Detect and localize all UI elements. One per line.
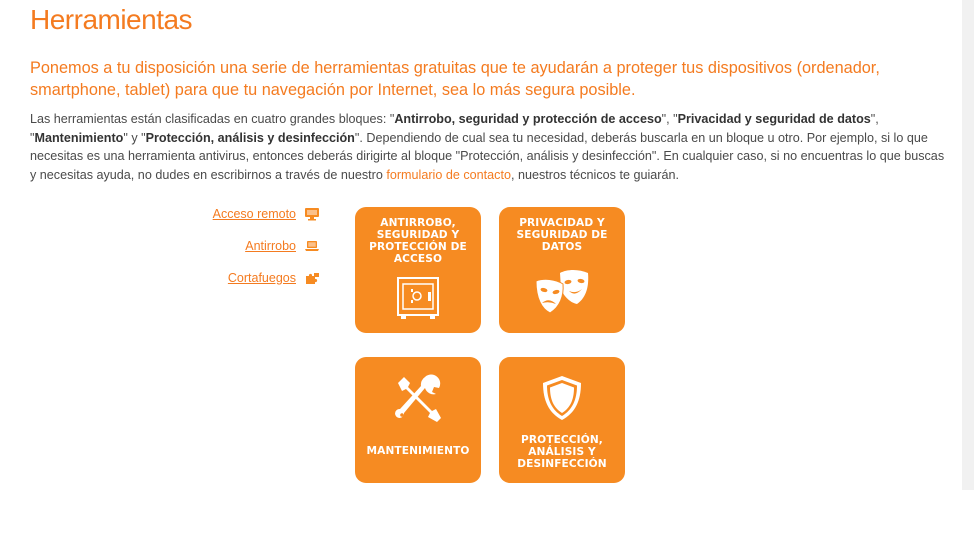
body-text-2: ", " (661, 112, 678, 126)
side-link-label: Cortafuegos (227, 271, 296, 285)
body-text-4: " y " (123, 130, 146, 145)
body-text-5: ". Dependiendo de cual sea tu necesidad, deberás buscarla en un bloque u otro. Por ejemplo, si lo que necesitas es una herramienta antivirus, entonces deberás dirigirte al bloque "Protección, análisis y desinfección". En cualquier caso, si no encuentras lo que buscas y necesitas ayuda, no dudes en escribirnos a través de nuestro (30, 130, 945, 182)
tile-privacidad[interactable] (499, 207, 625, 333)
tile-mantenimiento[interactable] (355, 357, 481, 483)
block-name-antirrobo: Antirrobo, seguridad y protección de acceso (394, 112, 662, 126)
side-link-acceso-remoto[interactable] (213, 207, 320, 221)
page-title: Herramientas (30, 4, 193, 35)
laptop-icon (304, 239, 320, 253)
body-text-3: ", " (30, 112, 879, 145)
tools-icon (392, 373, 444, 425)
page-bottom (0, 490, 974, 550)
block-name-proteccion: Protección, análisis y desinfección (145, 130, 355, 145)
tile-label: PRIVACIDAD Y SEGURIDAD DE DATOS (516, 217, 608, 253)
tile-label: MANTENIMIENTO (366, 445, 470, 457)
safe-icon (396, 275, 440, 321)
lead-paragraph: Ponemos a tu disposición una serie de herramientas gratuitas que te ayudarán a proteger tus dispositivos (ordenador, smartphone, tablet) para que tu navegación por Internet, sea lo más segura posible. (30, 59, 880, 99)
shield-icon (540, 373, 584, 423)
tile-antirrobo[interactable] (355, 207, 481, 333)
monitor-icon (304, 207, 320, 221)
puzzle-icon (304, 271, 320, 285)
side-link-label: Antirrobo (245, 239, 296, 253)
tile-label: PROTECCIÓN, ANÁLISIS Y DESINFECCIÓN (517, 434, 607, 470)
side-link-cortafuegos[interactable] (228, 271, 320, 285)
block-name-privacidad: Privacidad y seguridad de datos (677, 112, 871, 126)
tile-label: ANTIRROBO, SEGURIDAD Y PROTECCIÓN DE ACCESO (369, 217, 467, 265)
description-paragraph (30, 110, 950, 184)
body-text-1: Las herramientas están clasificadas en cuatro grandes bloques: " (30, 112, 395, 126)
right-scroll-edge (962, 0, 974, 490)
side-link-antirrobo[interactable] (245, 239, 320, 253)
side-link-label: Acceso remoto (212, 207, 296, 221)
masks-icon (533, 267, 593, 317)
contact-form-link[interactable]: formulario de contacto (386, 167, 511, 182)
body-text-6: , nuestros técnicos te guiarán. (510, 167, 679, 182)
tile-proteccion[interactable] (499, 357, 625, 483)
block-name-mantenimiento: Mantenimiento (34, 130, 124, 145)
